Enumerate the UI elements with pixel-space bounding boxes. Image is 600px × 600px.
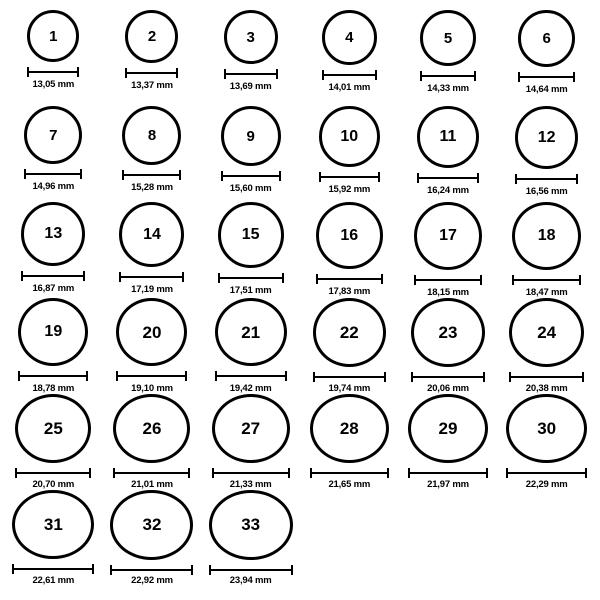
measure-line <box>322 74 377 76</box>
ring-circle <box>224 10 278 64</box>
diameter-measure-bar <box>518 72 575 81</box>
measure-tick-left <box>119 272 121 282</box>
ring-circle <box>116 298 187 366</box>
ring-size-label: 4 <box>345 29 354 46</box>
ring-circle <box>24 106 82 164</box>
measure-line <box>509 376 584 378</box>
diameter-value: 22,61 mm <box>32 575 75 586</box>
ring-circle <box>218 202 284 268</box>
ring-circle <box>12 490 94 559</box>
measure-tick-right <box>276 69 278 79</box>
measure-line <box>125 72 178 74</box>
ring-circle <box>506 394 587 463</box>
measure-tick-right <box>285 371 287 381</box>
measure-line <box>24 173 82 175</box>
ring-size-label: 6 <box>542 30 551 47</box>
measure-line <box>506 472 587 474</box>
measure-tick-right <box>86 371 88 381</box>
measure-tick-left <box>209 565 211 575</box>
ring-cell <box>399 106 498 202</box>
measure-tick-right <box>381 274 383 284</box>
ring-circle <box>212 394 290 463</box>
ring-circle <box>122 106 181 165</box>
ring-size-label: 13 <box>44 225 63 242</box>
ring-cell <box>4 394 103 490</box>
measure-tick-right <box>176 68 178 78</box>
measure-line <box>215 375 287 377</box>
diameter-measure-bar <box>322 70 377 79</box>
ring-cell <box>103 298 202 394</box>
diameter-value: 17,83 mm <box>328 286 371 297</box>
ring-cell <box>103 202 202 298</box>
measure-line <box>113 472 190 474</box>
diameter-value: 20,38 mm <box>525 383 568 394</box>
diameter-value: 22,92 mm <box>131 575 173 586</box>
measure-tick-right <box>480 275 482 285</box>
diameter-value: 20,70 mm <box>32 479 75 490</box>
ring-cell <box>300 298 399 394</box>
measure-tick-right <box>387 468 389 478</box>
ring-cell <box>103 394 202 490</box>
measure-tick-left <box>15 468 17 478</box>
ring-size-label: 1 <box>49 27 58 45</box>
measure-tick-right <box>179 170 181 180</box>
diameter-value: 18,15 mm <box>427 287 469 298</box>
measure-tick-right <box>185 371 187 381</box>
measure-tick-right <box>483 372 485 382</box>
measure-tick-left <box>122 170 124 180</box>
measure-line <box>119 276 184 278</box>
ring-size-label: 18 <box>537 227 556 245</box>
measure-tick-left <box>215 371 217 381</box>
measure-tick-left <box>414 275 416 285</box>
diameter-measure-bar <box>27 67 79 76</box>
diameter-measure-bar <box>119 272 184 281</box>
diameter-measure-bar <box>310 468 389 476</box>
ring-cell <box>399 394 498 490</box>
ring-circle <box>319 106 380 167</box>
measure-tick-left <box>21 271 23 281</box>
ring-cell <box>399 10 498 106</box>
diameter-measure-bar <box>212 468 290 476</box>
diameter-measure-bar <box>506 468 587 476</box>
diameter-value: 17,51 mm <box>229 285 272 296</box>
measure-tick-right <box>375 70 377 80</box>
diameter-measure-bar <box>218 273 284 282</box>
measure-line <box>316 278 383 280</box>
measure-tick-left <box>417 173 419 183</box>
diameter-value: 19,42 mm <box>229 383 272 394</box>
ring-cell <box>300 106 399 202</box>
ring-circle <box>215 298 287 366</box>
ring-cell <box>497 202 596 298</box>
diameter-value: 14,33 mm <box>427 83 469 94</box>
diameter-measure-bar <box>414 275 482 284</box>
ring-circle <box>518 10 575 67</box>
ring-cell <box>201 394 300 490</box>
ring-circle <box>408 394 488 463</box>
diameter-value: 19,74 mm <box>328 383 371 394</box>
measure-tick-left <box>212 468 214 478</box>
ring-circle <box>509 298 584 367</box>
ring-circle <box>512 202 581 270</box>
diameter-measure-bar <box>420 71 476 80</box>
measure-tick-left <box>515 174 517 184</box>
diameter-measure-bar <box>515 174 578 183</box>
diameter-value: 13,05 mm <box>32 79 75 90</box>
measure-tick-right <box>83 271 85 281</box>
ring-size-label: 25 <box>43 418 63 438</box>
diameter-measure-bar <box>125 68 178 77</box>
ring-circle <box>209 490 293 560</box>
diameter-measure-bar <box>509 372 584 380</box>
ring-size-label: 29 <box>438 419 458 439</box>
diameter-value: 18,47 mm <box>525 287 568 298</box>
ring-circle <box>515 106 578 169</box>
ring-size-label: 23 <box>438 322 458 342</box>
measure-tick-left <box>12 564 14 574</box>
measure-tick-left <box>506 468 508 478</box>
ring-cell <box>399 298 498 394</box>
ring-circle <box>110 490 193 560</box>
measure-tick-right <box>89 468 91 478</box>
ring-cell <box>300 202 399 298</box>
measure-line <box>310 472 389 474</box>
measure-line <box>417 177 479 179</box>
measure-tick-left <box>319 172 321 182</box>
measure-tick-left <box>113 468 115 478</box>
ring-cell <box>201 202 300 298</box>
ring-cell <box>201 10 300 106</box>
diameter-measure-bar <box>316 274 383 283</box>
measure-line <box>116 375 187 377</box>
diameter-value: 23,94 mm <box>229 575 272 586</box>
ring-cell <box>300 394 399 490</box>
ring-circle <box>21 202 85 266</box>
diameter-value: 21,65 mm <box>328 479 371 490</box>
ring-circle <box>113 394 190 463</box>
ring-size-label: 31 <box>43 515 63 535</box>
diameter-measure-bar <box>319 172 380 181</box>
ring-cell <box>4 490 103 586</box>
diameter-measure-bar <box>417 173 479 182</box>
diameter-value: 16,87 mm <box>32 283 75 294</box>
ring-circle <box>414 202 482 270</box>
ring-cell <box>399 202 498 298</box>
diameter-value: 15,28 mm <box>131 182 173 193</box>
diameter-value: 16,56 mm <box>525 186 568 197</box>
measure-line <box>414 279 482 281</box>
measure-tick-left <box>125 68 127 78</box>
ring-cell <box>4 10 103 106</box>
measure-line <box>15 472 91 474</box>
diameter-value: 14,01 mm <box>328 82 371 93</box>
measure-tick-right <box>188 468 190 478</box>
ring-circle <box>27 10 79 62</box>
diameter-measure-bar <box>21 271 85 280</box>
ring-size-label: 7 <box>49 126 58 144</box>
measure-tick-right <box>486 468 488 478</box>
diameter-value: 21,01 mm <box>131 479 173 490</box>
diameter-value: 16,24 mm <box>427 185 469 196</box>
measure-line <box>319 176 380 178</box>
diameter-measure-bar <box>113 468 190 476</box>
ring-size-label: 28 <box>339 419 359 439</box>
ring-circle <box>221 106 281 166</box>
measure-tick-right <box>80 169 82 179</box>
measure-line <box>411 376 485 378</box>
measure-line <box>408 472 488 474</box>
measure-line <box>221 175 281 177</box>
measure-tick-right <box>582 372 584 382</box>
ring-size-label: 2 <box>147 28 157 45</box>
measure-line <box>110 569 193 571</box>
ring-cell <box>103 490 202 586</box>
ring-size-label: 26 <box>142 419 162 438</box>
measure-tick-left <box>18 371 20 381</box>
ring-cell <box>497 394 596 490</box>
measure-line <box>212 472 290 474</box>
measure-tick-right <box>378 172 380 182</box>
ring-size-label: 12 <box>537 128 556 146</box>
measure-tick-left <box>512 275 514 285</box>
ring-cell <box>497 106 596 202</box>
diameter-measure-bar <box>24 169 82 178</box>
diameter-measure-bar <box>512 275 581 284</box>
ring-size-label: 9 <box>246 127 255 145</box>
measure-tick-right <box>579 275 581 285</box>
measure-tick-left <box>316 274 318 284</box>
ring-size-label: 20 <box>142 322 162 342</box>
diameter-measure-bar <box>408 468 488 476</box>
diameter-measure-bar <box>411 372 485 380</box>
measure-tick-right <box>288 468 290 478</box>
diameter-value: 20,06 mm <box>427 383 469 394</box>
diameter-value: 18,78 mm <box>32 383 75 394</box>
diameter-measure-bar <box>110 565 193 572</box>
ring-size-label: 30 <box>537 419 557 439</box>
diameter-measure-bar <box>116 371 187 380</box>
measure-line <box>518 76 575 78</box>
ring-size-label: 33 <box>241 515 261 535</box>
ring-size-label: 15 <box>241 226 260 243</box>
measure-tick-right <box>191 565 193 575</box>
measure-tick-left <box>24 169 26 179</box>
diameter-value: 15,92 mm <box>328 184 371 195</box>
diameter-value: 13,37 mm <box>131 80 173 91</box>
ring-cell <box>103 10 202 106</box>
diameter-value: 19,10 mm <box>131 383 173 394</box>
ring-cell <box>4 202 103 298</box>
ring-circle <box>420 10 476 66</box>
measure-tick-left <box>116 371 118 381</box>
measure-line <box>209 569 293 571</box>
ring-cell <box>4 298 103 394</box>
measure-line <box>218 277 284 279</box>
measure-tick-right <box>477 173 479 183</box>
ring-circle <box>417 106 479 168</box>
ring-size-label: 10 <box>340 127 359 145</box>
measure-tick-right <box>291 565 293 575</box>
ring-size-label: 17 <box>439 227 457 244</box>
ring-size-label: 27 <box>241 419 261 439</box>
diameter-measure-bar <box>313 372 386 380</box>
measure-line <box>27 71 79 73</box>
measure-tick-right <box>573 72 575 82</box>
measure-line <box>224 73 278 75</box>
ring-circle <box>18 298 88 366</box>
ring-size-label: 21 <box>241 322 261 342</box>
diameter-measure-bar <box>209 565 293 572</box>
ring-circle <box>411 298 485 367</box>
measure-tick-left <box>221 171 223 181</box>
diameter-value: 14,96 mm <box>32 181 75 192</box>
ring-circle <box>119 202 184 267</box>
ring-circle <box>15 394 91 463</box>
ring-cell <box>497 298 596 394</box>
ring-size-label: 11 <box>439 128 457 145</box>
ring-size-label: 24 <box>537 322 557 342</box>
ring-circle <box>316 202 383 269</box>
measure-tick-left <box>110 565 112 575</box>
measure-tick-right <box>182 272 184 282</box>
diameter-measure-bar <box>224 69 278 78</box>
measure-tick-left <box>518 72 520 82</box>
measure-tick-right <box>576 174 578 184</box>
measure-tick-right <box>279 171 281 181</box>
ring-cell <box>4 106 103 202</box>
measure-tick-right <box>77 67 79 77</box>
measure-tick-right <box>282 273 284 283</box>
measure-tick-left <box>408 468 410 478</box>
measure-line <box>18 375 88 377</box>
diameter-measure-bar <box>15 468 91 476</box>
measure-tick-right <box>474 71 476 81</box>
measure-tick-right <box>92 564 94 574</box>
diameter-value: 14,64 mm <box>525 84 568 95</box>
diameter-measure-bar <box>18 371 88 380</box>
diameter-measure-bar <box>215 371 287 380</box>
measure-tick-left <box>27 67 29 77</box>
diameter-value: 13,69 mm <box>229 81 272 92</box>
ring-cell <box>201 106 300 202</box>
ring-circle <box>313 298 386 367</box>
ring-grid <box>4 10 596 586</box>
ring-cell <box>300 10 399 106</box>
measure-tick-left <box>509 372 511 382</box>
ring-cell <box>201 298 300 394</box>
ring-cell <box>201 490 300 586</box>
ring-size-label: 19 <box>44 323 63 341</box>
ring-size-label: 32 <box>142 515 162 535</box>
measure-tick-left <box>224 69 226 79</box>
diameter-value: 21,33 mm <box>229 479 272 490</box>
measure-line <box>420 75 476 77</box>
diameter-value: 15,60 mm <box>229 183 272 194</box>
measure-tick-left <box>313 372 315 382</box>
ring-size-label: 5 <box>443 29 453 47</box>
ring-size-label: 3 <box>246 28 255 46</box>
measure-tick-left <box>420 71 422 81</box>
ring-size-label: 14 <box>143 225 161 243</box>
measure-line <box>313 376 386 378</box>
ring-size-label: 16 <box>340 226 359 244</box>
measure-tick-left <box>310 468 312 478</box>
ring-cell <box>497 10 596 106</box>
diameter-value: 21,97 mm <box>427 479 469 490</box>
diameter-measure-bar <box>122 170 181 179</box>
diameter-measure-bar <box>221 171 281 180</box>
ring-size-label: 22 <box>339 322 359 342</box>
ring-circle <box>125 10 178 63</box>
measure-tick-left <box>322 70 324 80</box>
ring-circle <box>310 394 389 463</box>
measure-line <box>515 178 578 180</box>
measure-tick-left <box>411 372 413 382</box>
measure-tick-left <box>218 273 220 283</box>
measure-line <box>122 174 181 176</box>
measure-tick-right <box>585 468 587 478</box>
measure-line <box>12 568 94 570</box>
diameter-value: 17,19 mm <box>131 284 173 295</box>
measure-line <box>512 279 581 281</box>
ring-size-label: 8 <box>147 127 157 144</box>
measure-line <box>21 275 85 277</box>
measure-tick-right <box>384 372 386 382</box>
diameter-measure-bar <box>12 564 94 572</box>
ring-circle <box>322 10 377 65</box>
diameter-value: 22,29 mm <box>525 479 568 490</box>
ring-cell <box>103 106 202 202</box>
